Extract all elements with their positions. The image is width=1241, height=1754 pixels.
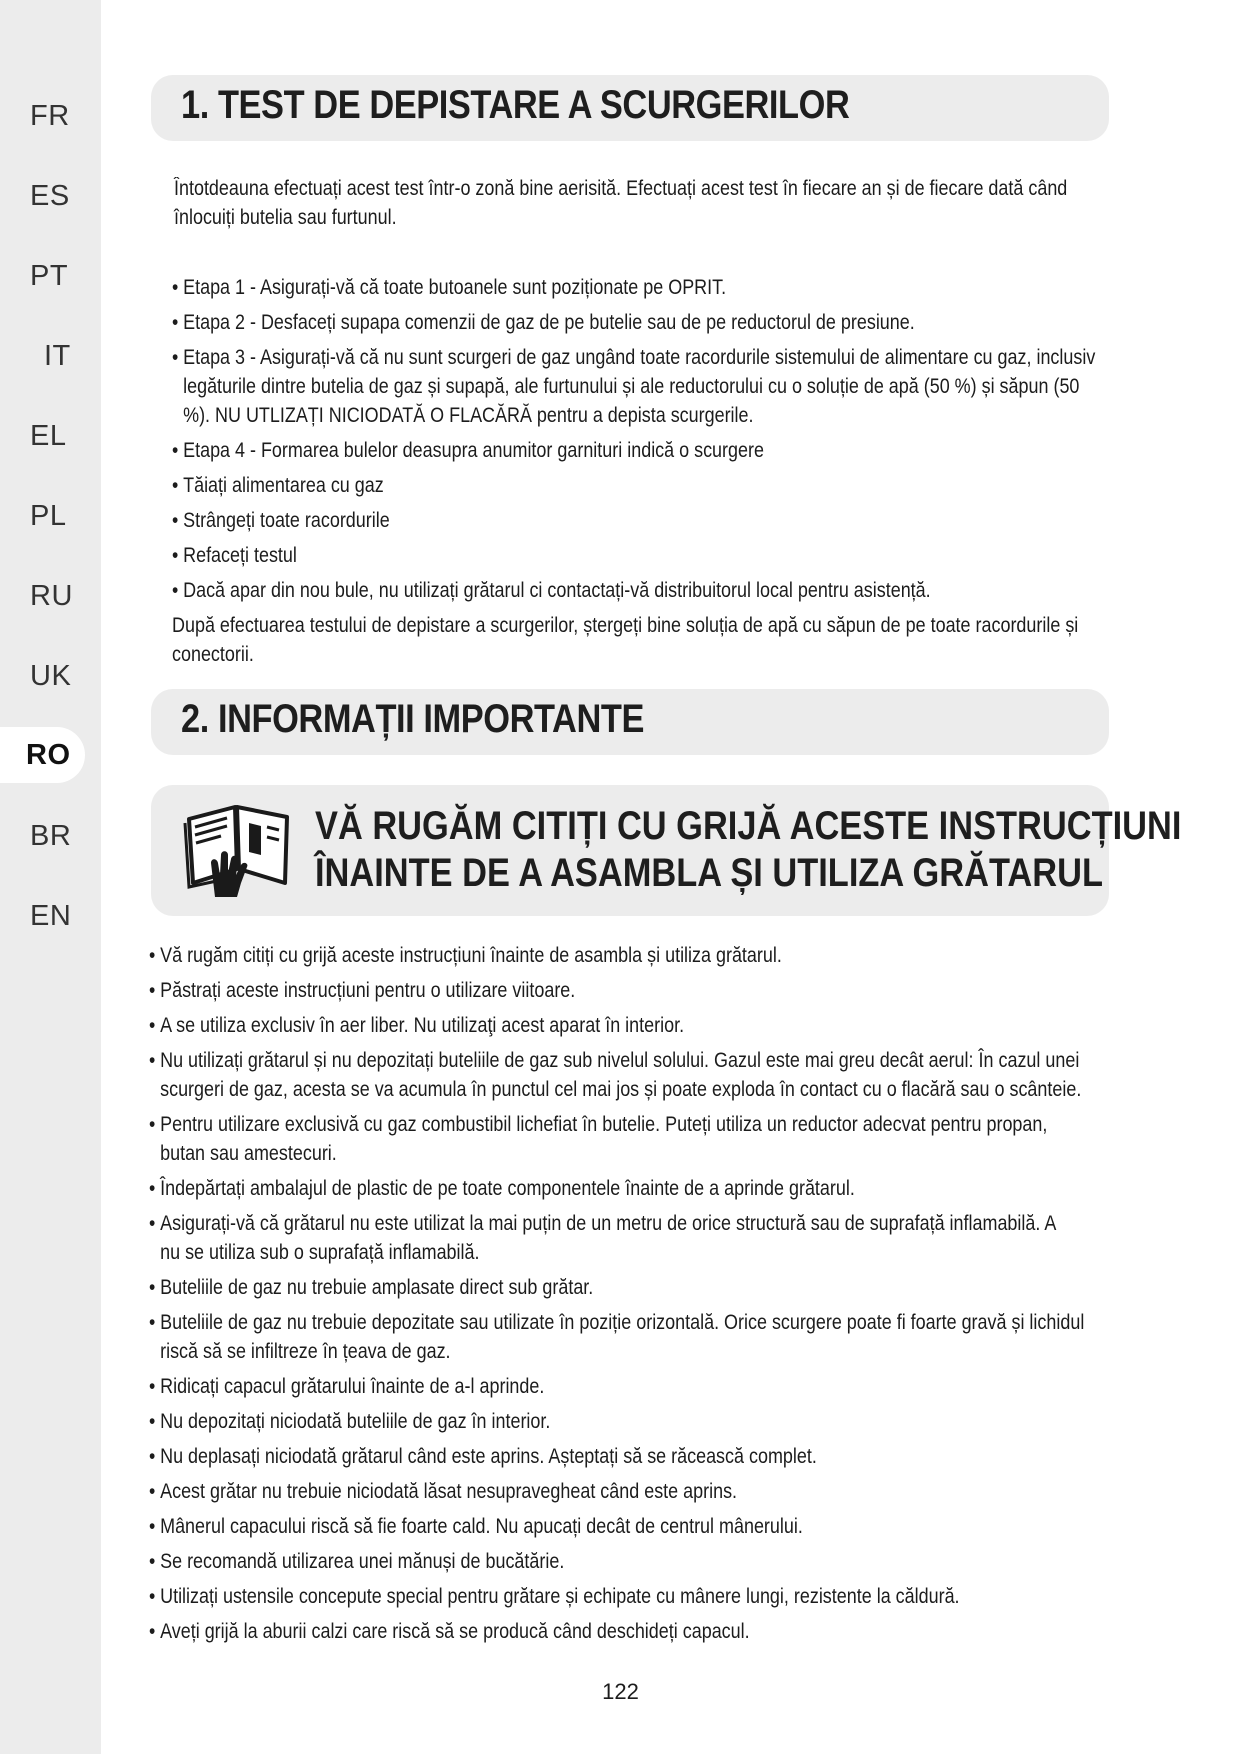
lang-tab-br[interactable]: BR	[30, 819, 72, 852]
lang-tab-en[interactable]: EN	[30, 899, 72, 932]
safety-bullet-item: • Buteliile de gaz nu trebuie amplasate direct sub grătar.	[149, 1273, 1084, 1302]
section-2-title: 2. INFORMAȚII IMPORTANTE	[181, 697, 644, 741]
step-item: • Refaceți testul	[172, 541, 1095, 570]
safety-bullets	[149, 941, 1084, 1652]
lang-tab-el[interactable]: EL	[30, 419, 67, 452]
after-test-text: După efectuarea testului de depistare a scurgerilor, ștergeți bine soluția de apă cu săpun de pe toate racordurile și conectorii.	[172, 614, 1079, 666]
safety-bullet-item: • Păstrați aceste instrucțiuni pentru o utilizare viitoare.	[149, 976, 1084, 1005]
intro-line: înlocuiți butelia sau furtunul.	[174, 206, 397, 229]
section-2-header	[151, 689, 1109, 755]
safety-bullet-item: • Mânerul capacului riscă să fie foarte cald. Nu apucați decât de centrul mânerului.	[149, 1512, 1084, 1541]
step-item: • Etapa 3 - Asigurați-vă că nu sunt scurgeri de gaz ungând toate racordurile sistemului de alimentare cu gaz, inclusiv legăturile dintre butelia de gaz și supapă, ale furtunului și ale reductorului cu o soluție de apă (50 %) și săpun (50 %). NU UTLIZAȚI NICIODATĂ O FLACĂRĂ pentru a depista scurgerile.	[172, 343, 1095, 430]
manual-reading-icon	[181, 797, 299, 901]
step-item: • Etapa 1 - Asigurați-vă că toate butoanele sunt poziționate pe OPRIT.	[172, 273, 1095, 302]
safety-bullet-item: • Pentru utilizare exclusivă cu gaz combustibil lichefiat în butelie. Puteți utiliza un reductor adecvat pentru propan, butan sau amestecuri.	[149, 1110, 1084, 1168]
leak-test-intro	[174, 174, 1067, 232]
language-sidebar	[0, 0, 101, 1754]
step-item: • Etapa 2 - Desfaceți supapa comenzii de gaz de pe butelie sau de pe reductorul de presiune.	[172, 308, 1095, 337]
section-1-header	[151, 75, 1109, 141]
safety-bullet-item: • Asigurați-vă că grătarul nu este utilizat la mai puțin de un metru de orice structură sau de suprafață inflamabilă. A nu se utiliza sub o suprafață inflamabilă.	[149, 1209, 1084, 1267]
intro-line: Întotdeauna efectuați acest test într-o zonă bine aerisită. Efectuați acest test în fiecare an și de fiecare dată când	[174, 177, 1068, 200]
safety-bullet-item: • Utilizați ustensile concepute special pentru grătare și echipate cu mânere lungi, rezistente la căldură.	[149, 1582, 1084, 1611]
lang-tab-pt[interactable]: PT	[30, 259, 69, 292]
safety-bullet-item: • Nu utilizați grătarul și nu depozitați buteliile de gaz sub nivelul solului. Gazul este mai greu decât aerul: În cazul unei scurgeri de gaz, acesta se va acumula în punctul cel mai jos și poate exploda în contact cu o flacără sau o scânteie.	[149, 1046, 1084, 1104]
safety-bullet-item: • A se utiliza exclusiv în aer liber. Nu utilizaţi acest aparat în interior.	[149, 1011, 1084, 1040]
lang-tab-es[interactable]: ES	[30, 179, 70, 212]
safety-bullet-item: • Nu depozitați niciodată buteliile de gaz în interior.	[149, 1407, 1084, 1436]
safety-bullet-item: • Se recomandă utilizarea unei mănuși de bucătărie.	[149, 1547, 1084, 1576]
step-item: • Dacă apar din nou bule, nu utilizați grătarul ci contactați-vă distribuitorul local pentru asistență.	[172, 576, 1095, 605]
warning-title: VĂ RUGĂM CITIȚI CU GRIJĂ ACESTE INSTRUCȚIUNI ÎNAINTE DE A ASAMBLA ȘI UTILIZA GRĂTARUL	[315, 804, 1182, 895]
step-item: • Etapa 4 - Formarea bulelor deasupra anumitor garnituri indică o scurgere	[172, 436, 1095, 465]
safety-bullet-item: • Buteliile de gaz nu trebuie depozitate sau utilizate în poziție orizontală. Orice scurgere poate fi foarte gravă și lichidul riscă să se infiltreze în țeava de gaz.	[149, 1308, 1084, 1366]
safety-bullet-item: • Ridicați capacul grătarului înainte de a-l aprinde.	[149, 1372, 1084, 1401]
safety-bullet-item: • Îndepărtați ambalajul de plastic de pe toate componentele înainte de a aprinde grătarul.	[149, 1174, 1084, 1203]
lang-tab-pl[interactable]: PL	[30, 499, 67, 532]
safety-bullet-item: • Nu deplasați niciodată grătarul când este aprins. Așteptați să se răcească complet.	[149, 1442, 1084, 1471]
lang-tab-ru[interactable]: RU	[30, 579, 73, 612]
lang-tab-ro-active[interactable]: RO	[0, 727, 85, 783]
safety-bullet-item: • Vă rugăm citiți cu grijă aceste instrucțiuni înainte de asambla și utiliza grătarul.	[149, 941, 1084, 970]
leak-test-steps	[172, 273, 1095, 669]
lang-tab-uk[interactable]: UK	[30, 659, 72, 692]
safety-bullet-item: • Acest grătar nu trebuie niciodată lăsat nesupravegheat când este aprins.	[149, 1477, 1084, 1506]
safety-bullet-item: • Aveți grijă la aburii calzi care riscă să se producă când deschideți capacul.	[149, 1617, 1084, 1646]
step-item: • Strângeți toate racordurile	[172, 506, 1095, 535]
read-instructions-warning	[151, 785, 1182, 916]
step-item: • Tăiați alimentarea cu gaz	[172, 471, 1095, 500]
page-number: 122	[602, 1679, 639, 1704]
section-1-title: 1. TEST DE DEPISTARE A SCURGERILOR	[181, 83, 850, 127]
lang-tab-fr[interactable]: FR	[30, 99, 70, 132]
lang-tab-it[interactable]: IT	[44, 339, 71, 372]
